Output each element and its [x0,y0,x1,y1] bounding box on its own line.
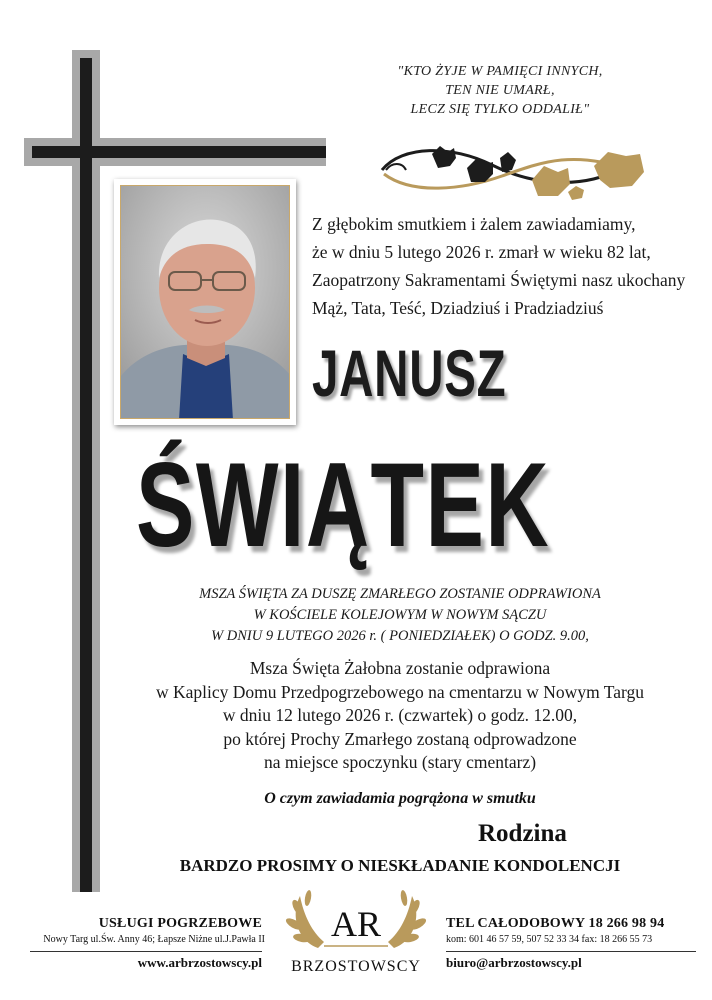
inform-line: O czym zawiadamia pogrążona w smutku [264,790,536,807]
funeral-mass-line: Msza Święta Żałobna zostanie odprawiona [249,658,551,678]
footer-divider [30,951,262,952]
church-mass-line: MSZA ŚWIĘTA ZA DUSZĘ ZMARŁEGO ZOSTANIE ODPRAWIONA [199,586,601,602]
portrait-photo [120,185,290,419]
funeral-mass-line: w dniu 12 lutego 2026 r. (czwartek) o godz. 12.00, [222,705,578,725]
intro-line: Z głębokim smutkiem i żalem zawiadamiamy, [312,214,636,234]
announcement-intro [312,210,692,322]
intro-line: Mąż, Tata, Teść, Dziadziuś i Pradziadziuś [312,298,604,318]
quote-line: TEN NIE UMARŁ, [445,83,555,98]
footer-divider [446,951,696,952]
phone-numbers: kom: 601 46 57 59, 507 52 33 34 fax: 18 266 55 73 [446,934,653,945]
funeral-mass-line: na miejsce spoczynku (stary cmentarz) [263,752,537,772]
church-mass-line: W DNIU 9 LUTEGO 2026 r. ( PONIEDZIAŁEK) O GODZ. 9.00, [211,628,589,644]
logo-initials: AR [330,904,382,944]
quote-line: "KTO ŻYJE W PAMIĘCI INNYCH, [397,64,603,79]
logo-name: BRZOSTOWSCY [291,958,421,975]
quote-line: LECZ SIĘ TYLKO ODDALIŁ" [410,102,590,117]
church-mass-line: W KOŚCIELE KOLEJOWYM W NOWYM SĄCZU [253,607,547,623]
funeral-mass-line: po której Prochy Zmarłego zostaną odprowadzone [223,728,577,749]
funeral-mass-line: w Kaplicy Domu Przedpogrzebowego na cmentarzu w Nowym Targu [156,681,644,702]
leaf-ornament-icon [372,140,662,208]
laurel-logo-icon [278,886,434,996]
funeral-services-title: USŁUGI POGRZEBOWE [98,916,262,931]
website-link[interactable]: www.arbrzostowscy.pl [137,955,262,970]
funeral-services-address: Nowy Targ ul.Św. Anny 46; Łapsze Niżne ul.J.Pawła II [43,934,265,945]
quote [330,62,670,119]
church-mass-info [100,584,700,647]
deceased-first-name: JANUSZ [312,336,507,410]
intro-line: Zaopatrzony Sakramentami Świętymi nasz ukochany [312,270,686,290]
portrait-frame [114,179,296,425]
family-signature: Rodzina [478,820,567,847]
intro-line: że w dniu 5 lutego 2026 r. zmarł w wieku 82 lat, [312,242,651,262]
funeral-mass-info [100,657,700,775]
email-link[interactable]: biuro@arbrzostowscy.pl [446,955,582,970]
condolence-request: BARDZO PROSIMY O NIESKŁADANIE KONDOLENCJI [179,856,621,875]
phone-title: TEL CAŁODOBOWY 18 266 98 94 [446,916,665,931]
deceased-last-name: ŚWIĄTEK [136,438,551,572]
